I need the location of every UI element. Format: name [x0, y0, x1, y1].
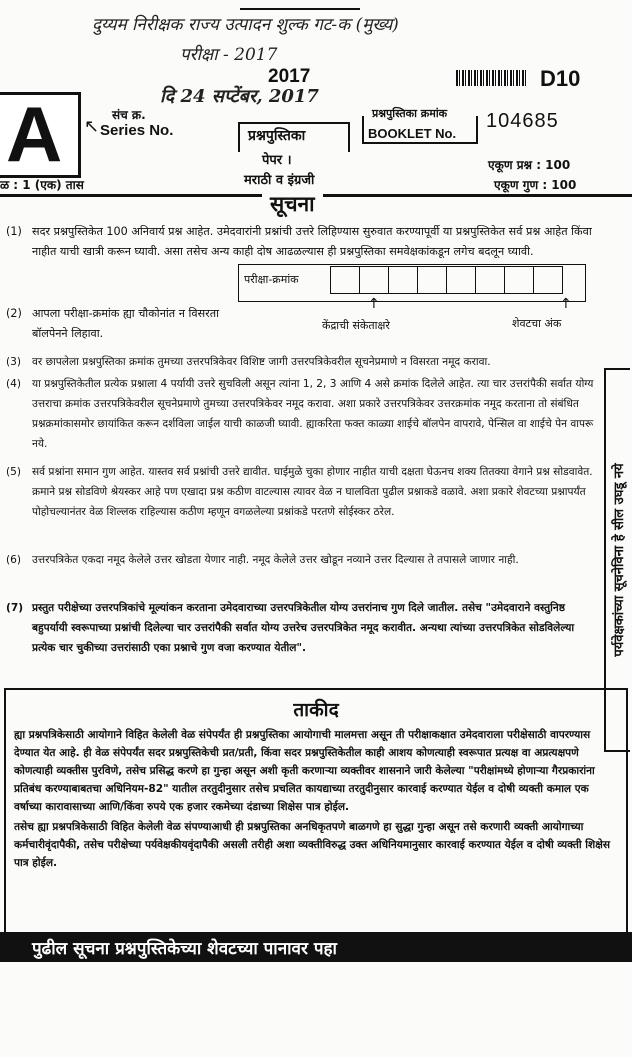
series-label-en: Series No.: [100, 122, 174, 139]
handwritten-date: दि 24 सप्टेंबर, 2017: [160, 86, 319, 107]
warning-paragraph-1: ह्या प्रश्नपत्रिकेसाठी आयोगाने विहित केलेली वेळ संपेपर्यंत ही प्रश्नपुस्तिका आयोगाची मालमत्ता असून ती परीक्षाकक्षात उमेदवाराला परीक्षेसाठी वापरण्यास देण्यात येत आहे. ही वेळ संपेपर्यंत सदर प्रश्नपुस्तिकेची प्रत/प्रती, किंवा सदर प्रश्नपुस्तिकेतील काही आशय कोणत्याही स्वरूपात प्रत्यक्ष वा अप्रत्यक्षपणे कोणत्याही व्यक्तीस पुरविणे, तसेच प्रसिद्ध करणे हा गुन्हा असून अशी कृती करणाऱ्या व्यक्तीवर शासनाने जारी केलेल्या "परीक्षांमध्ये होणाऱ्या गैरप्रकारांना प्रतिबंध करण्याबाबतचा अधिनियम-82" यातील तरतुदीनुसार तसेच प्रचलित कायद्याच्या तरतुदीनुसार कारवाई करण्यात येईल व दोषी व्यक्ती कमाल एक वर्षाच्या कारावासाच्या आणि/किंवा रुपये एक हजार रकमेच्या दंडाच्या शिक्षेस पात्र होईल.: [14, 729, 595, 813]
paper-label: पेपर ।: [262, 153, 292, 168]
year: 2017: [268, 66, 311, 87]
booklet-title: प्रश्नपुस्तिका: [248, 128, 306, 144]
center-code-label: केंद्राची संकेताक्षरे: [322, 319, 390, 332]
total-questions: एकूण प्रश्न : 100: [488, 158, 571, 172]
booklet-number: 104685: [486, 110, 559, 132]
instruction-text: सदर प्रश्नपुस्तिकेत 100 अनिवार्य प्रश्न आहेत. उमेदवारांनी प्रश्नांची उत्तरे लिहिण्यास सुरुवात करण्यापूर्वी या प्रश्नपुस्तिकेत सर्व प्रश्न आहेत किंवा नाहीत याची खात्री करून घ्यावी. असा तसेच अन्य काही दोष आढळल्यास ही प्रश्नपुस्तिका समवेक्षकांकडून लगेच बदलून घ्यावी.: [32, 225, 592, 258]
instruction-text: उत्तरपत्रिकेत एकदा नमूद केलेले उत्तर खोडता येणार नाही. नमूद केलेले उत्तर खोडून नव्याने उत्तर दिल्यास ते तपासले जाणार नाही.: [32, 554, 519, 566]
arrow-up-icon: ↑: [560, 296, 572, 312]
series-arrow-icon: ↖: [84, 116, 100, 137]
handwritten-exam-name: दुय्यम निरीक्षक राज्य उत्पादन शुल्क गट-क (मुख्य): [92, 15, 399, 35]
last-digit-label: शेवटचा अंक: [512, 317, 562, 330]
instruction-item-7: [6, 598, 598, 682]
series-label-mr: संच क्र.: [112, 108, 146, 122]
instruction-item-4: [6, 374, 598, 456]
roll-number-label: परीक्षा-क्रमांक: [244, 273, 299, 286]
instruction-text: या प्रश्नपुस्तिकेतील प्रत्येक प्रश्नाला 4 पर्यायी उत्तरे सुचविली असून त्यांना 1, 2, 3 आणि 4 असे क्रमांक दिलेले आहेत. त्या चार उत्तरांपैकी सर्वात योग्य उत्तराचा क्रमांक उत्तरपत्रिकेवरील सूचनेप्रमाणे तुमच्या उत्तरपत्रिकेवर नमूद करावा. अशा प्रकारे उत्तरपत्रिकेवर उत्तरक्रमांक नमूद करताना तो संबंधित प्रश्नक्रमांकासमोर छायांकित करून दर्शविला जाईल याची काळजी घ्यावी. ह्याकरिता फक्त काळ्या शाईचे बॉलपेन वापरावे, पेन्सिल वा शाईचे पेन वापरू नये.: [32, 378, 594, 450]
instruction-item-6: [6, 550, 598, 592]
set-letter: A: [6, 90, 63, 178]
roll-number-cells[interactable]: [330, 266, 563, 294]
instructions-title: सूचना: [262, 190, 323, 218]
set-letter-box: [0, 92, 81, 178]
barcode-label: D10: [540, 66, 581, 91]
booklet-no-label-mr: प्रश्नपुस्तिका क्रमांक: [372, 107, 448, 120]
instruction-text: सर्व प्रश्नांना समान गुण आहेत. यास्तव सर्व प्रश्नांची उत्तरे द्यावीत. घाईमुळे चुका होणार नाहीत याची दक्षता घेऊनच शक्य तितक्या वेगाने प्रश्न सोडवावेत. क्रमाने प्रश्न सोडविणे श्रेयस्कर आहे पण एखादा प्रश्न कठीण वाटल्यास त्यावर वेळ न घालविता पुढील प्रश्नाकडे वळावे. अशा प्रकारे शेवटच्या प्रश्नापर्यंत पोहोचल्यानंतर वेळ शिल्लक राहिल्यास कठीण म्हणून वगळलेल्या प्रश्नांकडे परतणे सोईस्कर ठरेल.: [32, 466, 593, 518]
instruction-number: (7): [6, 602, 24, 614]
warning-box: [4, 688, 628, 934]
footer-banner-text: पुढील सूचना प्रश्नपुस्तिकेच्या शेवटच्या पानावर पहा: [32, 939, 337, 959]
warning-paragraph-2: तसेच ह्या प्रश्नपत्रिकेसाठी विहित केलेली वेळ संपण्याआधी ही प्रश्नपुस्तिका अनधिकृतपणे बाळगणे हा सुद्धा गुन्हा असून तसे करणारी व्यक्ती आयोगाच्या कर्मचारीवृंदापैकी, तसेच परीक्षेच्या पर्यवेक्षकीयवृंदापैकी असली तरीही अशा व्यक्तीविरुद्ध उक्त अधिनियमानुसार कारवाई करण्यात येईल व दोषी व्यक्ती शिक्षेस पात्र होईल.: [14, 821, 611, 869]
barcode: [456, 70, 528, 86]
instruction-number: (4): [6, 378, 22, 390]
seal-side-text: पर्यवेक्षकांच्या सूचनेविना हे सील उघडू नये: [612, 463, 627, 657]
underline: [240, 8, 360, 10]
warning-title: ताकीद: [293, 699, 339, 721]
time-allowed: ळ : 1 (एक) तास: [0, 178, 84, 192]
instruction-number: (1): [6, 225, 22, 238]
instruction-number: (3): [6, 356, 22, 368]
subject: मराठी व इंग्रजी: [244, 173, 315, 188]
instruction-item-2: [6, 304, 232, 344]
instruction-text: प्रस्तुत परीक्षेच्या उत्तरपत्रिकांचे मूल्यांकन करताना उमेदवाराच्या उत्तरपत्रिकेतील योग्य उत्तरांनाच गुण दिले जातील. तसेच "उमेदवाराने वस्तुनिष्ठ बहुपर्यायी स्वरूपाच्या प्रश्नांची दिलेल्या चार उत्तरांपैकी सर्वात योग्य उत्तरेच उत्तरपत्रिकेत नमूद करावीत. अन्यथा त्यांच्या उत्तरपत्रिकेत सोडविलेल्या प्रत्येक चार चुकीच्या उत्तरांसाठी एका प्रश्नाचे गुण वजा करण्यात येतील".: [32, 602, 575, 654]
instruction-text: वर छापलेला प्रश्नपुस्तिका क्रमांक तुमच्या उत्तरपत्रिकेवर विशिष्ट जागी उत्तरपत्रिकेवरील सूचनेप्रमाणे न विसरता नमूद करावा.: [32, 356, 491, 368]
booklet-no-label-en: BOOKLET No.: [368, 126, 457, 141]
handwritten-exam-year: परीक्षा - 2017: [180, 45, 278, 65]
arrow-up-icon: ↑: [368, 296, 380, 312]
instruction-text: आपला परीक्षा-क्रमांक ह्या चौकोनांत न विसरता बॉलपेनने लिहावा.: [32, 307, 220, 340]
instruction-item-5: [6, 462, 598, 544]
instruction-number: (6): [6, 554, 22, 566]
instruction-item-3: [6, 352, 610, 374]
instruction-number: (2): [6, 307, 22, 320]
total-marks: एकूण गुण : 100: [494, 178, 577, 192]
footer-banner: [0, 932, 632, 962]
instruction-number: (5): [6, 466, 22, 478]
